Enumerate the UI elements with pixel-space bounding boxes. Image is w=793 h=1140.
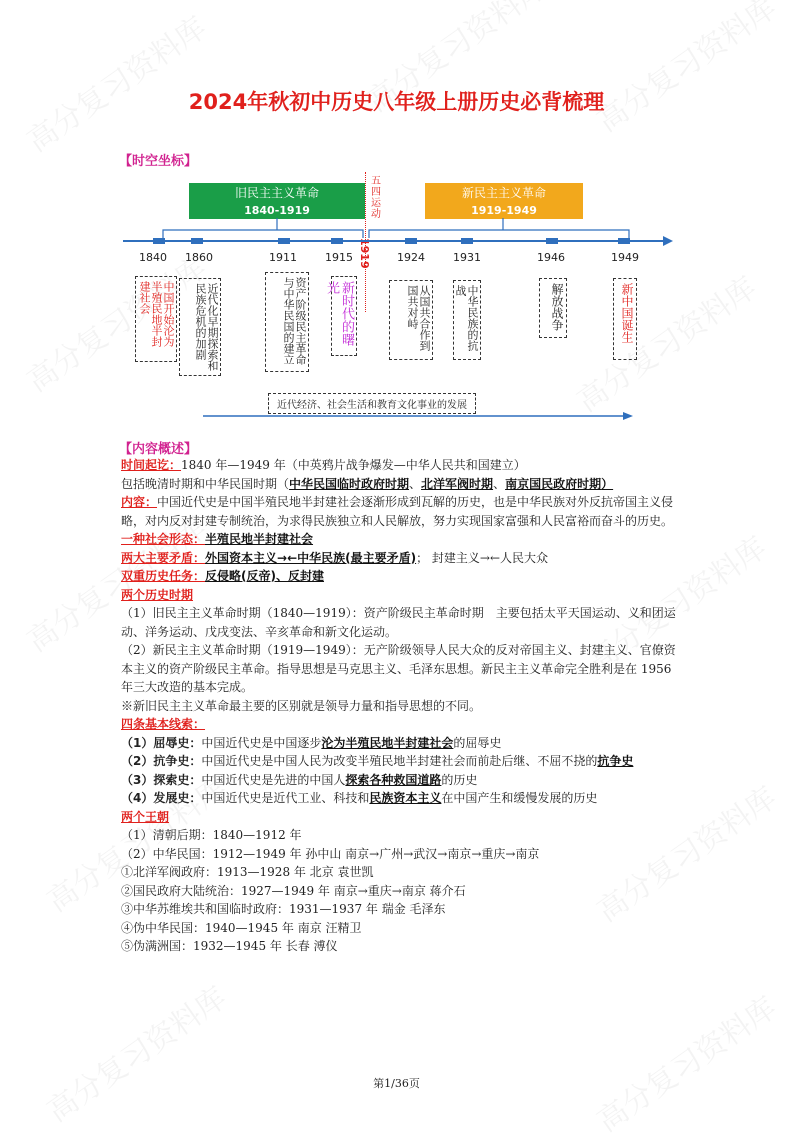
- new-era-years: 1919-1949: [471, 204, 537, 217]
- dynasty-line: ⑤伪满洲国：1932—1945 年 长春 溥仪: [121, 939, 338, 953]
- periods-heading: [121, 586, 681, 605]
- clue-2: [121, 752, 681, 771]
- page-title: 2024年秋初中历史八年级上册历史必背梳理: [188, 90, 605, 114]
- year-label: 1949: [611, 251, 639, 264]
- year-label: 1946: [537, 251, 565, 264]
- periods-label: 两个历史时期: [121, 587, 194, 602]
- watermark: [586, 0, 783, 140]
- tick-1946: [546, 238, 558, 244]
- period-sep: 、: [493, 476, 506, 491]
- task-label: 双重历史任务：: [121, 569, 206, 583]
- content-text: 中国近代史是中国半殖民地半封建社会逐渐形成到瓦解的历史，也是中华民族对外反抗帝国主义侵略，对内反对封建专制统治，为求得民族独立和人民解放，努力实现国家富强和人民富裕而奋斗的历史。: [121, 495, 674, 528]
- clue-key: 抗争史: [597, 754, 634, 768]
- page-number: 第1/36页: [373, 1077, 420, 1090]
- clue-text: 在中国产生和缓慢发展的历史: [441, 791, 598, 805]
- note-text: ※新旧民主主义革命最主要的区别就是领导力量和指导思想的不同。: [121, 698, 482, 713]
- clue-head: （4）发展史：: [121, 791, 202, 805]
- period-a: 中华民国临时政府时期: [289, 476, 410, 491]
- period-line: [121, 475, 681, 494]
- clues-label: 四条基本线索：: [121, 717, 206, 731]
- time-line: [121, 456, 681, 475]
- content-line: [121, 493, 681, 530]
- task-text: 反侵略(反帝)、反封建: [205, 569, 324, 583]
- year-label: 1840: [139, 251, 167, 264]
- content-body: [121, 456, 681, 956]
- event-box: 新时代的曙光: [331, 276, 357, 356]
- old-era-label: 旧民主主义革命: [234, 186, 319, 200]
- clue-key: 民族资本主义: [369, 791, 442, 805]
- year-label: 1931: [453, 251, 481, 264]
- clue-head: （1）屈辱史：: [121, 735, 202, 750]
- clue-3: [121, 771, 681, 790]
- tick-1949: [618, 238, 630, 244]
- year-label: 1911: [269, 251, 297, 264]
- clue-1: [121, 734, 681, 753]
- event-box: 从国共合作到国共对峙: [389, 280, 433, 360]
- section-label-timeline: 【时空坐标】: [119, 154, 198, 169]
- dynasty-line: ③中华苏维埃共和国临时政府：1931—1937 年 瑞金 毛泽东: [121, 902, 446, 916]
- year-label: 1860: [185, 251, 213, 264]
- dynasty-line: （1）清朝后期：1840—1912 年: [121, 828, 302, 842]
- event-box: 中国开始沦为半殖民地半封建社会: [135, 276, 177, 362]
- tick-1860: [191, 238, 203, 244]
- event-box: 新中国诞生: [613, 278, 637, 360]
- conflict-tail: ； 封建主义→←人民大众: [416, 550, 549, 565]
- form-line: [121, 530, 681, 549]
- year-label: 1915: [325, 251, 353, 264]
- clue-4: [121, 789, 681, 808]
- tick-1840: [153, 238, 165, 244]
- dynasty-line: ②国民政府大陆统治：1927—1949 年 南京→重庆→南京 蒋介石: [121, 883, 466, 898]
- event-box: 近代化早期探索和民族危机的加剧: [179, 278, 221, 376]
- dynasty-line: （2）中华民国：1912—1949 年 孙中山 南京→广州→武汉→南京→重庆→南京: [121, 846, 540, 861]
- tick-1924: [405, 238, 417, 244]
- time-label: 时间起讫：: [121, 458, 182, 472]
- tick-1931: [461, 238, 473, 244]
- task-line: [121, 567, 681, 586]
- tick-1911: [278, 238, 290, 244]
- clue-text: 中国近代史是中国逐步: [201, 735, 322, 750]
- timeline-diagram: [123, 172, 675, 427]
- event-box: 解放战争: [539, 278, 567, 338]
- watermark: [586, 984, 783, 1140]
- clue-text: 的历史: [441, 772, 478, 787]
- form-text: 半殖民地半封建社会: [205, 532, 314, 546]
- form-label: 一种社会形态：: [121, 532, 206, 546]
- time-text: 1840 年—1949 年（中英鸦片战争爆发—中华人民共和国建立）: [181, 458, 526, 472]
- clue-text: 中国近代史是中国人民为改变半殖民地半封建社会而前赴后继、不屈不挠的: [201, 754, 598, 768]
- dynasty-line: ①北洋军阀政府：1913—1928 年 北京 袁世凯: [121, 865, 374, 879]
- clues-heading: [121, 715, 681, 734]
- clue-text: 中国近代史是先进的中国人: [201, 772, 346, 787]
- period-prefix: 包括晚清时期和中华民国时期（: [121, 476, 290, 491]
- clue-head: （3）探索史：: [121, 772, 202, 787]
- bottom-note: 近代经济、社会生活和教育文化事业的发展: [268, 393, 476, 414]
- period-b: 北洋军阀时期: [421, 476, 494, 491]
- dynasty-label: 两个王朝: [121, 809, 170, 824]
- tick-1915: [331, 238, 343, 244]
- conflict-label: 两大主要矛盾：: [121, 550, 206, 565]
- period1-text: （1）旧民主主义革命时期（1840—1919）：资产阶级民主革命时期 主要包括太平天国运动、义和团运动、洋务运动、戊戌变法、辛亥革命和新文化运动。: [121, 606, 676, 639]
- dynasty-line: ④伪中华民国：1940—1945 年 南京 汪精卫: [121, 920, 362, 935]
- conflict-line: [121, 549, 681, 568]
- clue-text: 中国近代史是近代工业、科技和: [201, 791, 370, 805]
- clue-key: 沦为半殖民地半封建社会: [321, 735, 454, 750]
- period-end: ）: [601, 476, 614, 491]
- watermark: [16, 4, 213, 160]
- year-1919-marker: 1919: [358, 238, 371, 269]
- clue-key: 探索各种救国道路: [345, 772, 442, 787]
- old-era-years: 1840-1919: [244, 204, 310, 217]
- section-label-content: 【内容概述】: [119, 442, 198, 457]
- event-box: 中华民族的抗战: [453, 280, 481, 360]
- period-c: 南京国民政府时期: [505, 476, 602, 491]
- new-era-label: 新民主主义革命: [461, 186, 546, 200]
- period-sep: 、: [409, 476, 422, 491]
- event-box: 资产阶级民主革命与中华民国的建立: [265, 272, 309, 372]
- dynasty-heading: [121, 808, 681, 827]
- clue-head: （2）抗争史：: [121, 754, 202, 768]
- conflict-text: 外国资本主义→←中华民族(最主要矛盾): [205, 550, 417, 565]
- content-label: 内容：: [121, 495, 158, 509]
- clue-text: 的屈辱史: [453, 735, 502, 750]
- year-label: 1924: [397, 251, 425, 264]
- watermark: [36, 974, 233, 1130]
- may4-label: 五四运动: [371, 176, 381, 220]
- period2-text: （2）新民主主义革命时期（1919—1949）：无产阶级领导人民大众的反对帝国主义、封建主义、官僚资本主义的资产阶级民主革命。指导思想是马克思主义、毛泽东思想。新民主主义革命完全胜利是在 1956 年三大改造的基本完成。: [121, 643, 676, 694]
